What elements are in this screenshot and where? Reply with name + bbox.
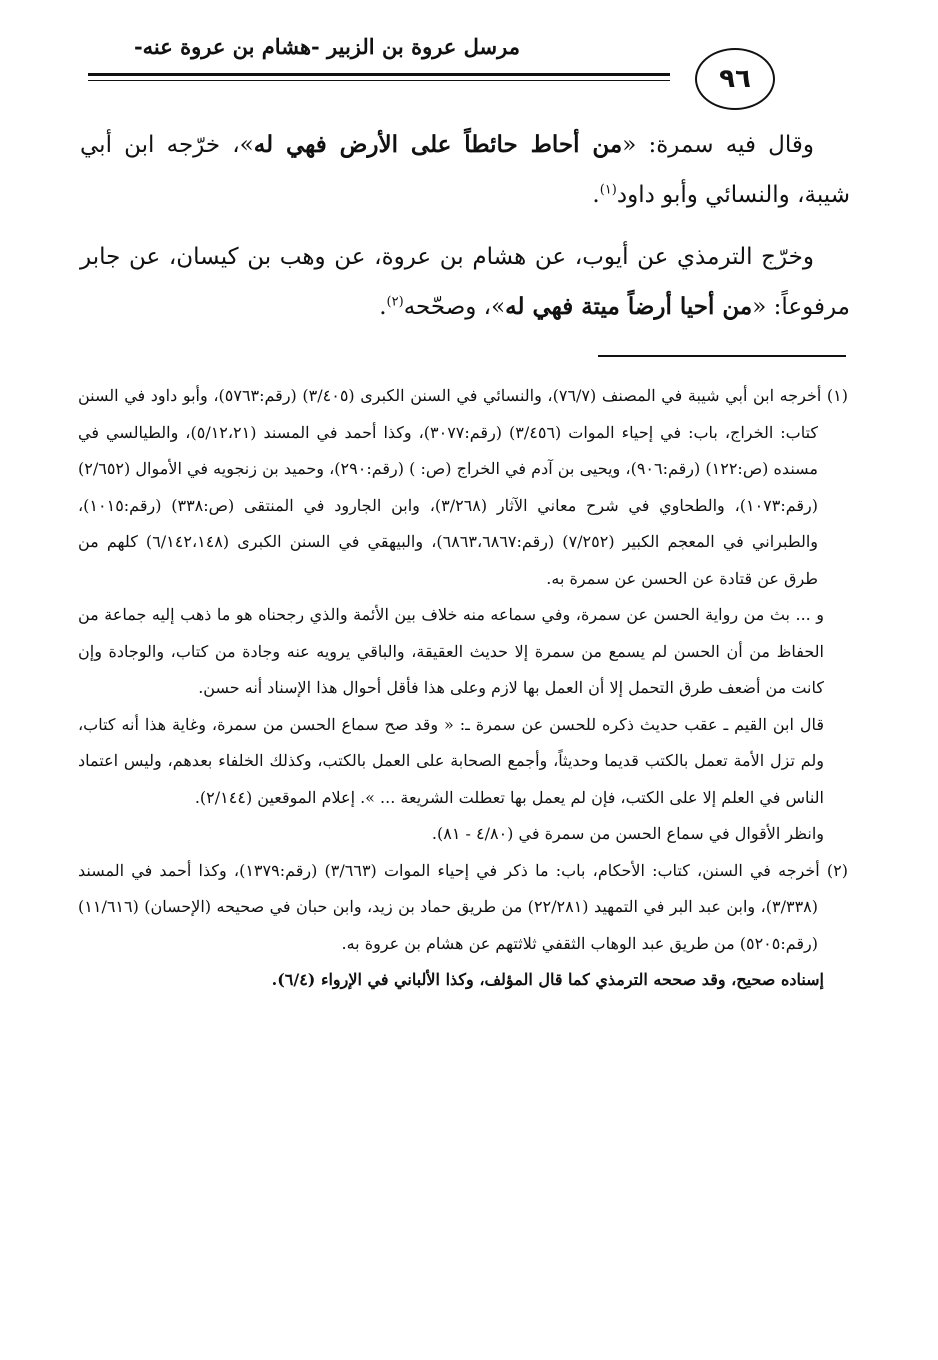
p2-post: »، وصحّحه: [403, 294, 506, 320]
footnote-1-see-also: وانظر الأقوال في سماع الحسن من سمرة في (٤/٨٠ - ٨١).: [431, 824, 824, 843]
header-rule: [88, 73, 670, 76]
p1-post: »، خرّجه ابن أبي شيبة، والنسائي وأبو داود: [80, 132, 850, 208]
hadith-quote-2: من أحيا أرضاً ميتة فهي له: [505, 293, 753, 320]
main-text: [80, 120, 850, 344]
page-number-badge: ٩٦: [695, 48, 775, 110]
footnotes: [78, 378, 848, 999]
footnote-divider: [598, 355, 846, 357]
footnote-1: (١) أخرجه ابن أبي شيبة في المصنف (٧٦/٧)، والنسائي في السنن الكبرى (٣/٤٠٥) (رقم:٥٧٦٣)، وأبو داود في السنن كتاب: الخراج، باب: في إحياء الموات (٣/٤٥٦) (رقم:٣٠٧٧)، وكذا أحمد في المسند (٥/١٢،٢١)، والطيالسي في مسنده (ص:١٢٢) (رقم:٩٠٦)، ويحيى بن آدم في الخراج (ص: ) (رقم:٢٩٠)، وحميد بن زنجويه في الأموال (٢/٦٥٢) (رقم:١٠٧٣)، والطحاوي في شرح معاني الآثار (٣/٢٦٨)، وابن الجارود في المنتقى (ص:٣٣٨) (رقم:١٠١٥)، والطبراني في المعجم الكبير (٧/٢٥٢) (رقم:٦٨٦٣،٦٨٦٧)، والبيهقي في السنن الكبرى (٦/١٤٢،١٤٨) كلهم من طرق عن قتادة عن الحسن عن سمرة به.: [78, 386, 849, 588]
footnote-2-grading: إسناده صحيح، وقد صححه الترمذي كما قال المؤلف، وكذا الألباني في الإرواء (٦/٤).: [271, 970, 824, 989]
paragraph-2: [80, 232, 850, 332]
footnote-ref-2: (٢): [386, 294, 404, 310]
p1-end: .: [592, 182, 600, 208]
page-header: [80, 30, 860, 120]
p2-pre: وخرّج الترمذي عن أيوب، عن هشام بن عروة، عن وهب بن كيسان، عن جابر مرفوعاً: «: [80, 244, 850, 320]
footnote-ref-1: (١): [599, 182, 617, 198]
header-title: مرسل عروة بن الزبير -هشام بن عروة عنه-: [133, 34, 520, 59]
p1-pre: وقال فيه سمرة: «: [622, 132, 814, 158]
hadith-quote-1: من أحاط حائطاً على الأرض فهي له: [253, 131, 623, 158]
footnote-1-quote: قال ابن القيم ـ عقب حديث ذكره للحسن عن سمرة ـ: « وقد صح سماع الحسن من سمرة، وغاية هذا أنه كتاب، ولم تزل الأمة تعمل بالكتب قديما وحديثاً، وأجمع الصحابة على العمل بالكتب، وكذلك الخلفاء بعدهم، وليس اعتماد الناس في العلم إلا على الكتب، فإن لم يعمل بها تعطلت الشريعة ... ». إعلام الموقعين (٢/١٤٤).: [78, 714, 824, 807]
header-rule-thin: [88, 80, 670, 81]
paragraph-1: [80, 120, 850, 220]
footnote-1-note: و ... بث من رواية الحسن عن سمرة، وفي سماعه منه خلاف بين الأئمة والذي رجحناه هو ما ذهب إليه جماعة من الحفاظ من أن الحسن لم يسمع من سمرة إلا حديث العقيقة، والباقي يرويه عنه وجادة من كتاب، والوجادة وإن كانت من أضعف طرق التحمل إلا أن العمل بها لازم وعلى هذا فأقل أحوال هذا الإسناد أنه حسن.: [78, 605, 824, 697]
footnote-2: (٢) أخرجه في السنن، كتاب: الأحكام، باب: ما ذكر في إحياء الموات (٣/٦٦٣) (رقم:١٣٧٩)، وكذا أحمد في المسند (٣/٣٣٨)، وابن عبد البر في التمهيد (٢٢/٢٨١) من طريق حماد بن زيد، وابن حبان في صحيحه (الإحسان) (١١/٦١٦) (رقم:٥٢٠٥) من طريق عبد الوهاب الثقفي ثلاثتهم عن هشام بن عروة به.: [78, 860, 849, 953]
p2-end: .: [379, 294, 387, 320]
